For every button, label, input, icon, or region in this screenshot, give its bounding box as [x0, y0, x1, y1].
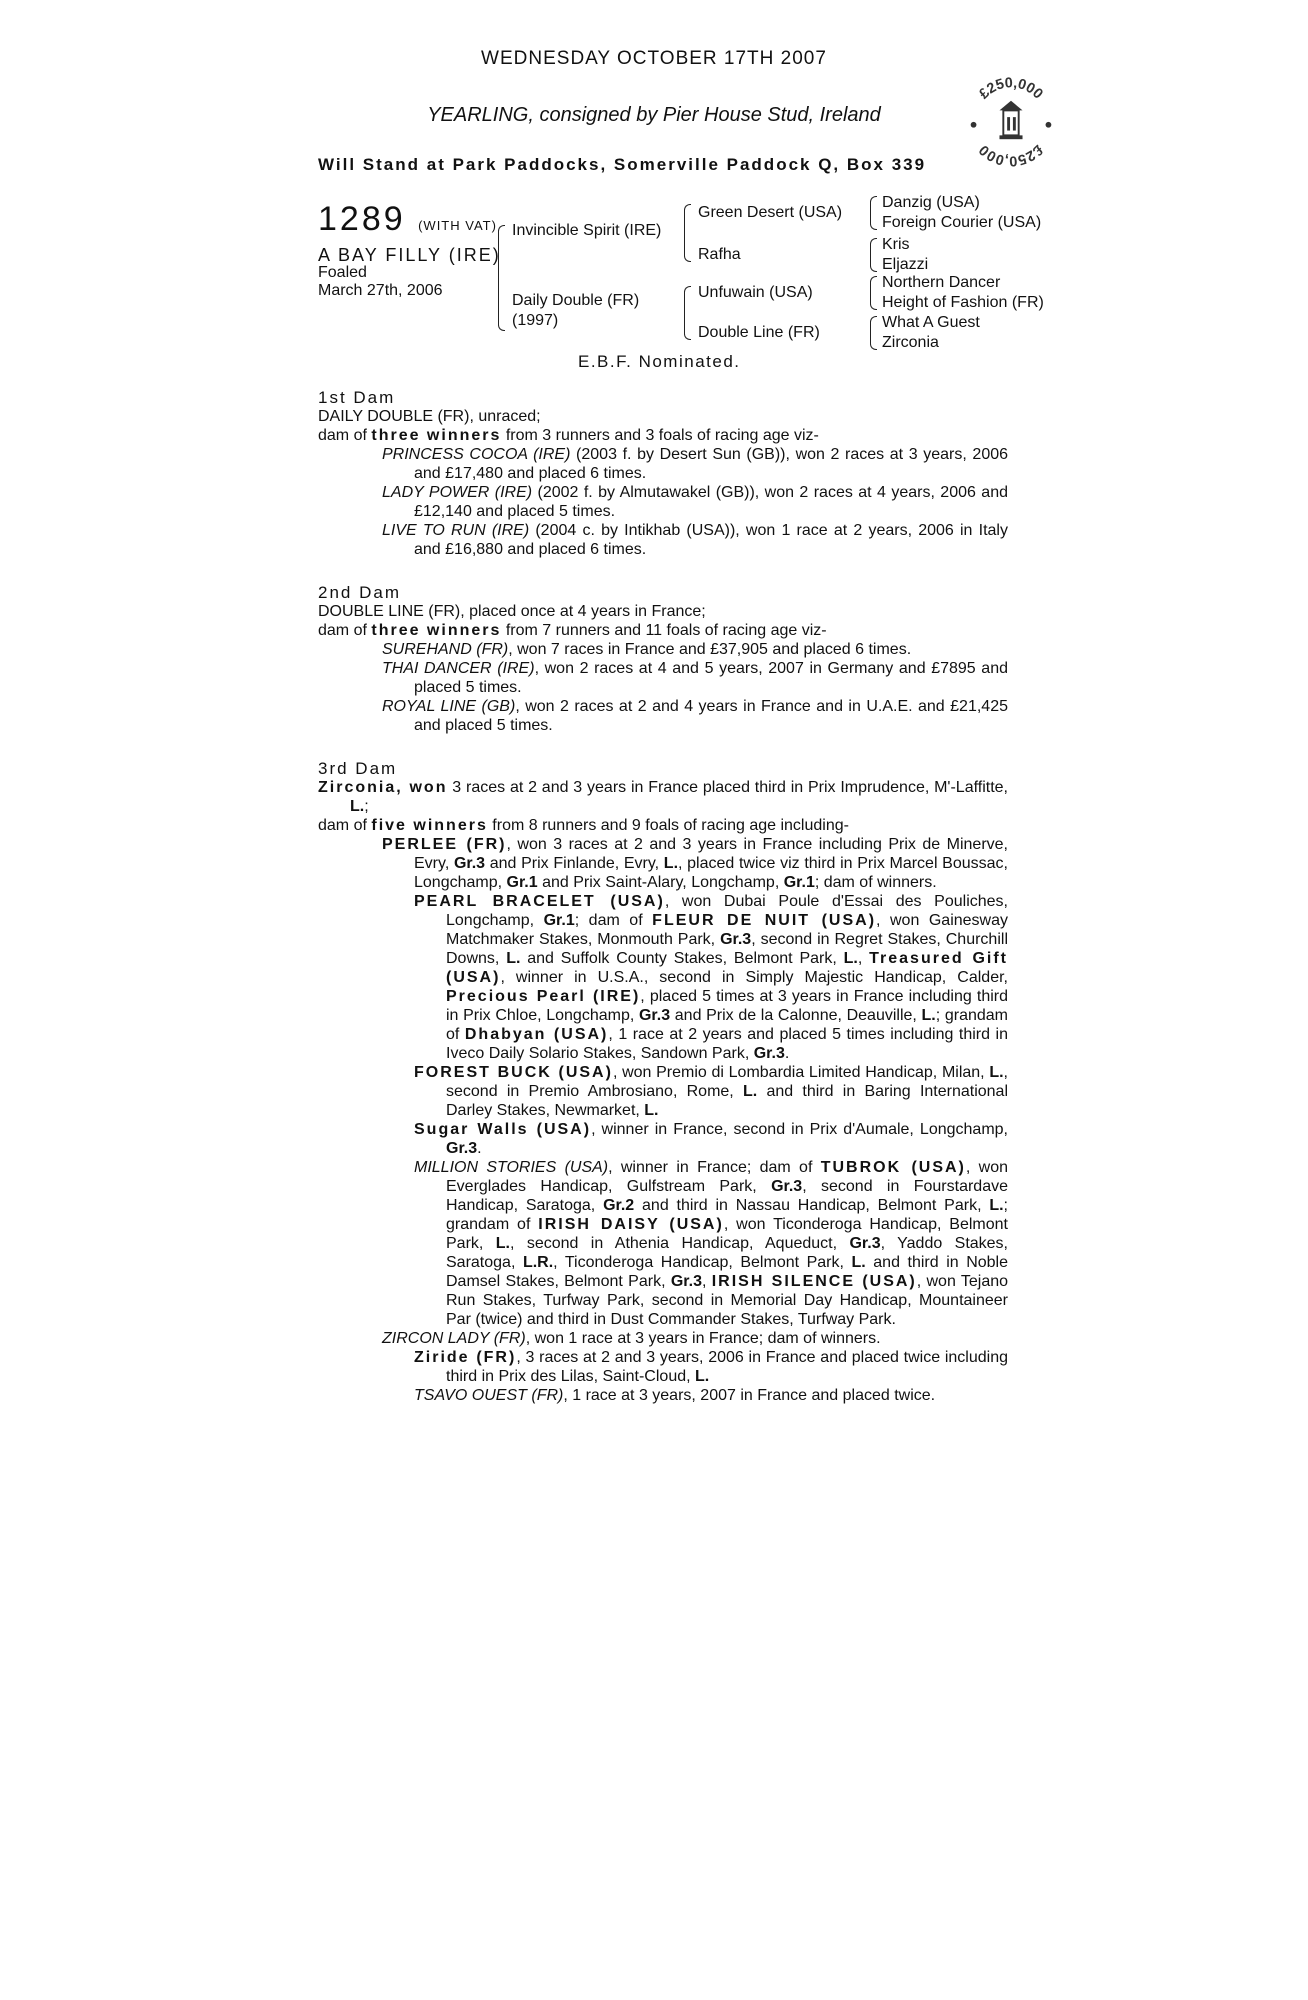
progeny-entry: PEARL BRACELET (USA), won Dubai Poule d'Essai des Pouliches, Longchamp, Gr.1; dam of FLEUR DE NUIT (USA), won Gainesway Matchmaker Stakes, Monmouth Park, Gr.3, second in Regret Stakes, Churchill Downs, L. and Suffolk County Stakes, Belmont Park, L., Treasured Gift (USA), winner in U.S.A., second in Simply Majestic Handicap, Calder, Precious Pearl (IRE), placed 5 times at 3 years in France including third in Prix Chloe, Longchamp, Gr.3 and Prix de la Calonne, Deauville, L.; grandam of Dhabyan (USA), 1 race at 2 years and placed 5 times including third in Iveco Daily Solario Stakes, Sandown Park, Gr.3.: [414, 893, 1009, 1062]
progeny-entry: MILLION STORIES (USA), winner in France; dam of TUBROK (USA), won Everglades Handicap, Gulfstream Park, Gr.3, second in Fourstardave Handicap, Saratoga, Gr.2 and third in Nassau Handicap, Belmont Park, L.; grandam of IRISH DAISY (USA), won Ticonderoga Handicap, Belmont Park, L., second in Athenia Handicap, Aqueduct, Gr.3, Yaddo Stakes, Saratoga, L.R., Ticonderoga Handicap, Belmont Park, L. and third in Noble Damsel Stakes, Belmont Park, Gr.3, IRISH SILENCE (USA), won Tejano Run Stakes, Turfway Park, second in Memorial Day Handicap, Mountaineer Par (twice) and third in Dust Commander Stakes, Turfway Park.: [414, 1159, 1009, 1328]
progeny-entry: Sugar Walls (USA), winner in France, second in Prix d'Aumale, Longchamp, Gr.3.: [414, 1121, 1008, 1157]
lot-description: [318, 246, 501, 300]
pedigree-sire: Invincible Spirit (IRE): [512, 222, 662, 239]
vat-note: (WITH VAT): [418, 218, 497, 233]
pedigree-brace-main: [498, 225, 505, 331]
pedigree-g6: Height of Fashion (FR): [882, 294, 1044, 311]
progeny-entry: PRINCESS COCOA (IRE) (2003 f. by Desert Sun (GB)), won 2 races at 3 years, 2006 and £17,480 and placed 6 times.: [382, 446, 1009, 482]
pedigree-brace-sire: [684, 204, 691, 262]
price-seal-icon: [963, 72, 1059, 168]
lot-number: [318, 200, 497, 239]
first-dam-summary: dam of three winners from 3 runners and 3 foals of racing age viz-: [318, 427, 819, 444]
foaled-date: March 27th, 2006: [318, 282, 443, 299]
third-dam-line: Zirconia, won 3 races at 2 and 3 years in France placed third in Prix Imprudence, M'-Laffitte, L.;: [318, 779, 1008, 815]
sale-date: WEDNESDAY OCTOBER 17TH 2007: [481, 48, 827, 69]
third-dam-summary: dam of five winners from 8 runners and 9 foals of racing age including-: [318, 817, 849, 834]
pedigree-dam-dam: Double Line (FR): [698, 324, 820, 341]
pedigree-brace-g1: [870, 196, 877, 230]
lot-title: A BAY FILLY (IRE): [318, 245, 501, 265]
progeny-entry: TSAVO OUEST (FR), 1 race at 3 years, 2007 in France and placed twice.: [414, 1387, 936, 1404]
svg-text:£250,000: £250,000: [976, 141, 1046, 168]
pedigree-sire-dam: Rafha: [698, 246, 741, 263]
lot-number-value: 1289: [318, 200, 406, 238]
consignment-line: YEARLING, consigned by Pier House Stud, Ireland: [427, 104, 881, 126]
stand-location: Will Stand at Park Paddocks, Somerville Paddock Q, Box 339: [318, 155, 927, 174]
pedigree-g1: Danzig (USA): [882, 194, 980, 211]
progeny-entry: SUREHAND (FR), won 7 races in France and £37,905 and placed 6 times.: [382, 641, 912, 658]
pedigree-dam-year: (1997): [512, 312, 559, 329]
progeny-entry: LADY POWER (IRE) (2002 f. by Almutawakel (GB)), won 2 races at 4 years, 2006 and £12,140 and placed 5 times.: [382, 484, 1009, 520]
second-dam-summary: dam of three winners from 7 runners and 11 foals of racing age viz-: [318, 622, 827, 639]
progeny-entry: Ziride (FR), 3 races at 2 and 3 years, 2006 in France and placed twice including third in Prix des Lilas, Saint-Cloud, L.: [414, 1349, 1009, 1385]
foaled-label: Foaled: [318, 264, 367, 281]
pedigree-g3: Kris: [882, 236, 910, 253]
pedigree-g7: What A Guest: [882, 314, 980, 331]
progeny-entry: THAI DANCER (IRE), won 2 races at 4 and 5 years, 2007 in Germany and £7895 and placed 5 times.: [382, 660, 1009, 696]
pedigree-brace-g2: [870, 238, 877, 272]
pedigree-g5: Northern Dancer: [882, 274, 1001, 291]
first-dam-line: DAILY DOUBLE (FR), unraced;: [318, 408, 541, 425]
pedigree-brace-g4: [870, 316, 877, 350]
pedigree-sire-sire: Green Desert (USA): [698, 204, 843, 221]
pedigree-brace-g3: [870, 276, 877, 310]
progeny-entry: PERLEE (FR), won 3 races at 2 and 3 years in France including Prix de Minerve, Evry, Gr.3 and Prix Finlande, Evry, L., placed twice viz third in Prix Marcel Boussac, Longchamp, Gr.1 and Prix Saint-Alary, Longchamp, Gr.1; dam of winners.: [382, 836, 1009, 891]
pedigree-brace-dam: [684, 286, 691, 340]
progeny-entry: ROYAL LINE (GB), won 2 races at 2 and 4 years in France and in U.A.E. and £21,425 and placed 5 times.: [382, 698, 1008, 734]
progeny-entry: FOREST BUCK (USA), won Premio di Lombardia Limited Handicap, Milan, L., second in Premio Ambrosiano, Rome, L. and third in Baring International Darley Stakes, Newmarket, L.: [414, 1064, 1009, 1119]
progeny-entry: LIVE TO RUN (IRE) (2004 c. by Intikhab (USA)), won 1 race at 2 years, 2006 in Italy and £16,880 and placed 6 times.: [382, 522, 1008, 558]
progeny-entry: ZIRCON LADY (FR), won 1 race at 3 years in France; dam of winners.: [382, 1330, 881, 1347]
pedigree-dam-sire: Unfuwain (USA): [698, 284, 813, 301]
svg-text:£250,000: £250,000: [976, 75, 1046, 103]
pedigree-dam: Daily Double (FR): [512, 292, 640, 309]
pedigree-g2: Foreign Courier (USA): [882, 214, 1042, 231]
first-dam-title: 1st Dam: [318, 388, 396, 407]
catalogue-body: [318, 388, 1008, 1405]
second-dam-line: DOUBLE LINE (FR), placed once at 4 years in France;: [318, 603, 706, 620]
ebf-nominated: E.B.F. Nominated.: [578, 352, 741, 371]
pedigree-g8: Zirconia: [882, 334, 939, 351]
third-dam-title: 3rd Dam: [318, 759, 398, 778]
pedigree-g4: Eljazzi: [882, 256, 929, 273]
second-dam-title: 2nd Dam: [318, 583, 401, 602]
